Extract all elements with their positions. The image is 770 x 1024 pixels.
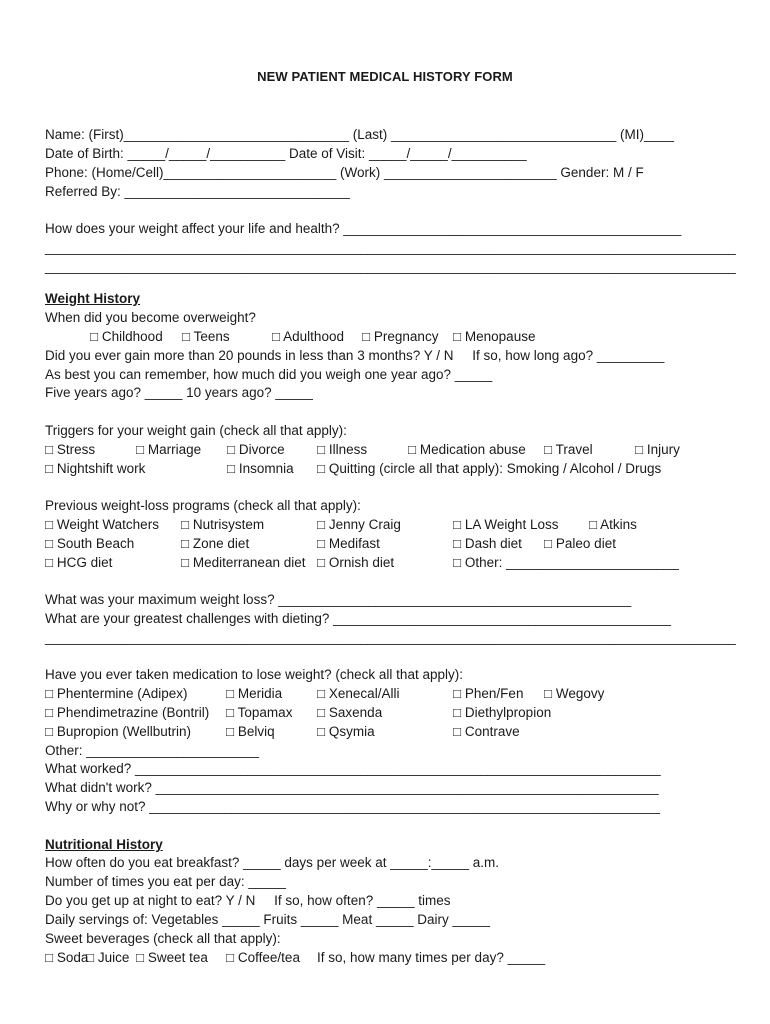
checkbox-xenecal[interactable]: □ Xenecal/Alli [317,686,400,701]
checkbox-bupropion[interactable]: □ Bupropion (Wellbutrin) [45,724,191,739]
checkbox-contrave[interactable]: □ Contrave [453,724,520,739]
triggers-question: Triggers for your weight gain (check all that apply): [45,423,347,438]
one-year-weight-field[interactable]: As best you can remember, how much did you weigh one year ago? _____ [45,367,493,382]
checkbox-insomnia[interactable]: □ Insomnia [227,461,294,476]
checkbox-quitting[interactable]: □ Quitting (circle all that apply): Smoking / Alcohol / Drugs [317,461,662,476]
checkbox-mediterranean-diet[interactable]: □ Mediterranean diet [181,555,306,570]
five-ten-years-field[interactable]: Five years ago? _____ 10 years ago? _____ [45,385,313,400]
checkbox-teens[interactable]: □ Teens [182,329,230,344]
checkbox-nightshift[interactable]: □ Nightshift work [45,461,146,476]
checkbox-injury[interactable]: □ Injury [635,442,680,457]
checkbox-sweet-tea[interactable]: □ Sweet tea [136,950,208,965]
checkbox-south-beach[interactable]: □ South Beach [45,536,135,551]
weight-affect-line[interactable]: ____________________________________________________________________________________________ [45,259,736,274]
when-overweight-question: When did you become overweight? [45,310,256,325]
checkbox-atkins[interactable]: □ Atkins [589,517,637,532]
checkbox-pregnancy[interactable]: □ Pregnancy [362,329,439,344]
other-medication-field[interactable]: Other: _______________________ [45,743,259,758]
checkbox-phendimetrazine[interactable]: □ Phendimetrazine (Bontril) [45,705,210,720]
form-title: NEW PATIENT MEDICAL HISTORY FORM [257,69,513,84]
checkbox-adulthood[interactable]: □ Adulthood [272,329,344,344]
sweet-times-field[interactable]: If so, how many times per day? _____ [317,950,546,965]
phone-field[interactable]: Phone: (Home/Cell)_______________________ (Work) _______________________ Gender: M / F [45,165,644,180]
checkbox-medifast[interactable]: □ Medifast [317,536,380,551]
max-weight-loss-field[interactable]: What was your maximum weight loss? _______________________________________________ [45,592,632,607]
checkbox-meridia[interactable]: □ Meridia [226,686,283,701]
checkbox-paleo-diet[interactable]: □ Paleo diet [544,536,616,551]
checkbox-juice[interactable]: □ Juice [86,950,130,965]
checkbox-hcg-diet[interactable]: □ HCG diet [45,555,113,570]
dob-field[interactable]: Date of Birth: _____/_____/__________ Date of Visit: _____/_____/__________ [45,146,527,161]
checkbox-ornish-diet[interactable]: □ Ornish diet [317,555,395,570]
referred-field[interactable]: Referred By: ______________________________ [45,184,350,199]
checkbox-qsymia[interactable]: □ Qsymia [317,724,375,739]
sweet-beverages-question: Sweet beverages (check all that apply): [45,931,281,946]
checkbox-menopause[interactable]: □ Menopause [453,329,536,344]
breakfast-field[interactable]: How often do you eat breakfast? _____ days per week at _____:_____ a.m. [45,855,500,870]
checkbox-zone-diet[interactable]: □ Zone diet [181,536,250,551]
checkbox-nutrisystem[interactable]: □ Nutrisystem [181,517,265,532]
checkbox-weight-watchers[interactable]: □ Weight Watchers [45,517,159,532]
dieting-challenges-line[interactable]: ____________________________________________________________________________________________ [45,630,736,645]
checkbox-topamax[interactable]: □ Topamax [226,705,293,720]
checkbox-divorce[interactable]: □ Divorce [227,442,285,457]
checkbox-other-program[interactable]: □ Other: _______________________ [453,555,679,570]
programs-question: Previous weight-loss programs (check all that apply): [45,498,361,513]
weight-affect-question[interactable]: How does your weight affect your life and health? _____________________________________________ [45,221,682,236]
checkbox-childhood[interactable]: □ Childhood [90,329,163,344]
dieting-challenges-field[interactable]: What are your greatest challenges with dieting? _____________________________________________ [45,611,672,626]
checkbox-diethylpropion[interactable]: □ Diethylpropion [453,705,552,720]
checkbox-travel[interactable]: □ Travel [544,442,593,457]
name-field[interactable]: Name: (First)______________________________ (Last) ______________________________ (MI)____ [45,127,675,142]
checkbox-wegovy[interactable]: □ Wegovy [544,686,605,701]
what-worked-field[interactable]: What worked? ______________________________________________________________________ [45,761,661,776]
checkbox-phen-fen[interactable]: □ Phen/Fen [453,686,524,701]
meals-per-day-field[interactable]: Number of times you eat per day: _____ [45,874,286,889]
weight-history-heading: Weight History [45,291,141,306]
checkbox-illness[interactable]: □ Illness [317,442,368,457]
nutritional-history-heading: Nutritional History [45,837,163,852]
checkbox-saxenda[interactable]: □ Saxenda [317,705,383,720]
checkbox-medication-abuse[interactable]: □ Medication abuse [408,442,526,457]
checkbox-phentermine[interactable]: □ Phentermine (Adipex) [45,686,188,701]
night-eating-field[interactable]: Do you get up at night to eat? Y / N If so, how often? _____ times [45,893,451,908]
checkbox-marriage[interactable]: □ Marriage [136,442,202,457]
checkbox-stress[interactable]: □ Stress [45,442,96,457]
medication-question: Have you ever taken medication to lose weight? (check all that apply): [45,667,463,682]
weight-affect-line[interactable]: ____________________________________________________________________________________________ [45,240,736,255]
what-didnt-work-field[interactable]: What didn't work? ___________________________________________________________________ [45,780,659,795]
checkbox-dash-diet[interactable]: □ Dash diet [453,536,522,551]
checkbox-coffee-tea[interactable]: □ Coffee/tea [226,950,300,965]
why-field[interactable]: Why or why not? ____________________________________________________________________ [45,799,660,814]
checkbox-belviq[interactable]: □ Belviq [226,724,275,739]
daily-servings-field[interactable]: Daily servings of: Vegetables _____ Fruits _____ Meat _____ Dairy _____ [45,912,491,927]
checkbox-la-weight-loss[interactable]: □ LA Weight Loss [453,517,559,532]
rapid-gain-question[interactable]: Did you ever gain more than 20 pounds in less than 3 months? Y / N If so, how long ago? _________ [45,348,665,363]
checkbox-jenny-craig[interactable]: □ Jenny Craig [317,517,401,532]
checkbox-soda[interactable]: □ Soda [45,950,89,965]
